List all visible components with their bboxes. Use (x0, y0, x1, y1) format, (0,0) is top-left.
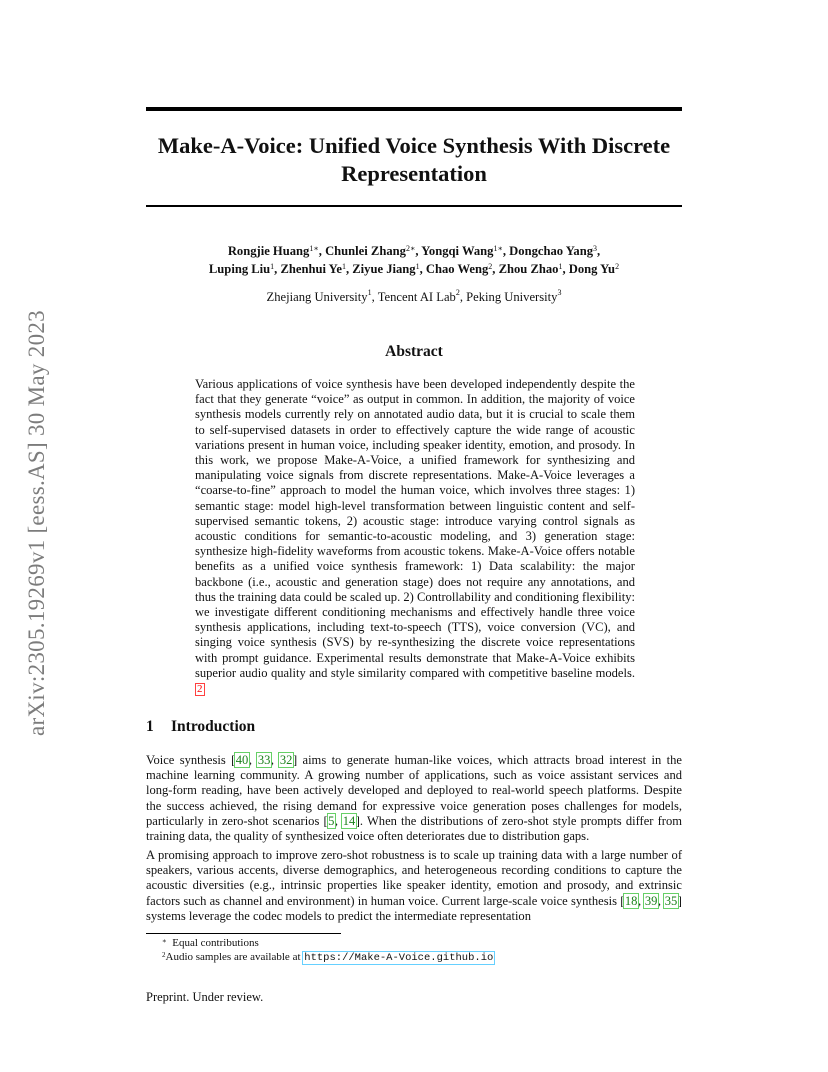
paragraph-text: , (334, 813, 343, 828)
citation-link[interactable]: 32 (279, 753, 293, 767)
author-name: Zhou Zhao (498, 262, 559, 276)
paragraph-text: ]. When the distributions of zero-shot style prompts differ from training data, the quality of synthesized voice often deteriorates due to distribution gaps. (146, 813, 682, 844)
footnote-text: Equal contributions (172, 937, 259, 949)
preprint-footer: Preprint. Under review. (146, 990, 264, 1004)
title-bottom-rule (146, 205, 682, 207)
author-affiliation-mark: 1 (558, 262, 563, 271)
author-affiliation-mark: 2 (615, 262, 620, 271)
footnote-mark: 2 (162, 951, 166, 959)
footnote-audio-samples (162, 950, 494, 965)
arxiv-sidebar (20, 268, 54, 778)
citation-link[interactable]: 40 (235, 753, 249, 767)
abstract-body (195, 377, 635, 696)
author-affiliation-mark: 1 (415, 262, 420, 271)
footnote-equal-contribution (162, 936, 259, 950)
author-name: Chao Weng (425, 262, 489, 276)
author-name: Dongchao Yang (509, 244, 594, 258)
affiliation-mark: 1 (367, 288, 372, 297)
paragraph-text: , (270, 753, 280, 767)
author-list: Rongjie Huang$^{1∗}$, Chunlei Zhang$^{2∗}$, Yongqi Wang$^{1∗}$, Dongchao Yang$^3$, Luping Liu$^1$, Zhenhui Ye$^1$, Ziyue Jiang$^1$, Chao Weng$^2$, Zhou Zhao$^1$, Dong Yu$^2$ (208, 244, 620, 276)
affiliation-name: Tencent AI Lab (377, 290, 456, 304)
paragraph-text: , (657, 893, 665, 908)
title-line-2: Representation (341, 161, 487, 186)
author-affiliation-mark: 1 (341, 262, 346, 271)
author-name: Luping Liu (208, 262, 271, 276)
citation-link[interactable]: 33 (257, 753, 271, 767)
author-affiliation-mark: 1∗ (493, 244, 503, 253)
section-heading-introduction (146, 718, 255, 736)
affiliations: Zhejiang University$^1$, Tencent AI Lab$^2$, Peking University$^3$ (266, 288, 562, 304)
footnote-text: Audio samples are available at (165, 951, 304, 963)
paper-title (146, 132, 682, 188)
abstract-text: Various applications of voice synthesis have been developed independently despite the fact that they generate “voice” as output in common. In addition, the majority of voice synthesis models currently rely on annotated audio data, but it is crucial to scale them to self-supervised datasets in order to effectively capture the wide range of acoustic variations present in human voice, including speaker identity, emotion, and prosody. In this work, we propose Make-A-Voice, a unified framework for synthesizing and manipulating voice signals from discrete representations. Make-A-Voice leverages a “coarse-to-fine” approach to model the human voice, which involves three stages: 1) semantic stage: model high-level transformation between linguistic content and self-supervised semantic tokens, 2) acoustic stage: introduce varying control signals as acoustic conditions for semantic-to-acoustic modeling, and 3) generation stage: synthesize high-fidelity waveforms from acoustic tokens. Make-A-Voice offers notable benefits as a unified voice synthesis framework: 1) Data scalability: the major backbone (i.e., acoustic and generation stage) does not require any annotations, and thus the training data could be scaled up. 2) Controllability and conditioning flexibility: we investigate different conditioning mechanisms and effectively handle three voice synthesis applications, including text-to-speech (TTS), voice conversion (VC), and singing voice synthesis (SVS) by re-synthesizing the discrete voice representations with prompt guidance. Experimental results demonstrate that Make-A-Voice exhibits superior audio quality and style similarity compared with competitive baseline models. (195, 377, 635, 680)
arxiv-identifier: arXiv:2305.19269v1 [eess.AS] 30 May 2023 (24, 310, 49, 736)
citation-link[interactable]: 5 (328, 813, 335, 828)
footnote-mark: ∗ (162, 937, 167, 945)
author-name: Ziyue Jiang (352, 262, 416, 276)
title-top-rule (146, 107, 682, 111)
paragraph-text: ] systems leverage the codec models to predict the intermediate representation (146, 893, 682, 923)
audio-samples-link[interactable]: https://Make-A-Voice.github.io (304, 952, 494, 964)
section-number: 1 (146, 718, 154, 735)
intro-paragraph-1 (146, 753, 682, 844)
author-affiliation-mark: 1∗ (309, 244, 319, 253)
paragraph-text: Voice synthesis [ (146, 753, 236, 767)
footnote-rule (146, 933, 341, 934)
citation-link[interactable]: 35 (664, 893, 678, 908)
author-name: Chunlei Zhang (325, 244, 406, 258)
paragraph-text: ] aims to generate human-like voices, which attracts broad interest in the machine learning community. A growing number of applications, such as voice assistant services and long-form reading, have been actively developed and deployed to real-world speech platforms. Despite the success achieved, the rising demand for expressive voice generation poses challenges for models, particularly in zero-shot scenarios [ (146, 753, 682, 828)
author-name: Yongqi Wang (421, 244, 494, 258)
paragraph-text: , (637, 893, 645, 908)
author-name: Rongjie Huang (227, 244, 310, 258)
author-name: Zhenhui Ye (280, 262, 342, 276)
affiliation-mark: 2 (455, 288, 460, 297)
author-affiliation-mark: 2∗ (405, 244, 416, 253)
citation-link[interactable]: 18 (624, 893, 638, 908)
section-title: Introduction (171, 718, 256, 735)
abstract-heading: Abstract (385, 343, 443, 360)
citation-link[interactable]: 14 (342, 813, 356, 828)
paragraph-text: , (248, 753, 258, 767)
affiliation-mark: 3 (557, 288, 562, 297)
author-affiliation-mark: 2 (488, 262, 493, 271)
intro-paragraph-2 (146, 848, 682, 924)
affiliation-name: Zhejiang University (266, 290, 368, 304)
author-affiliation-mark: 1 (270, 262, 275, 271)
paragraph-text: A promising approach to improve zero-shot robustness is to scale up training data with a large number of speakers, various accents, diverse demographics, and heterogeneous recording conditions to capture the acoustic diversities (e.g., intrinsic properties like speaker identity, emotion and prosody, and extrinsic factors such as channel and environment) in human voice. Current large-scale voice synthesis [ (146, 848, 682, 908)
title-line-1: Make-A-Voice: Unified Voice Synthesis With Discrete (157, 133, 671, 158)
author-name: Dong Yu (568, 262, 616, 276)
citation-link[interactable]: 39 (644, 893, 658, 908)
abstract-footnote-link[interactable]: 2 (197, 683, 203, 696)
affiliation-name: Peking University (466, 290, 558, 304)
author-affiliation-mark: 3 (593, 244, 598, 253)
